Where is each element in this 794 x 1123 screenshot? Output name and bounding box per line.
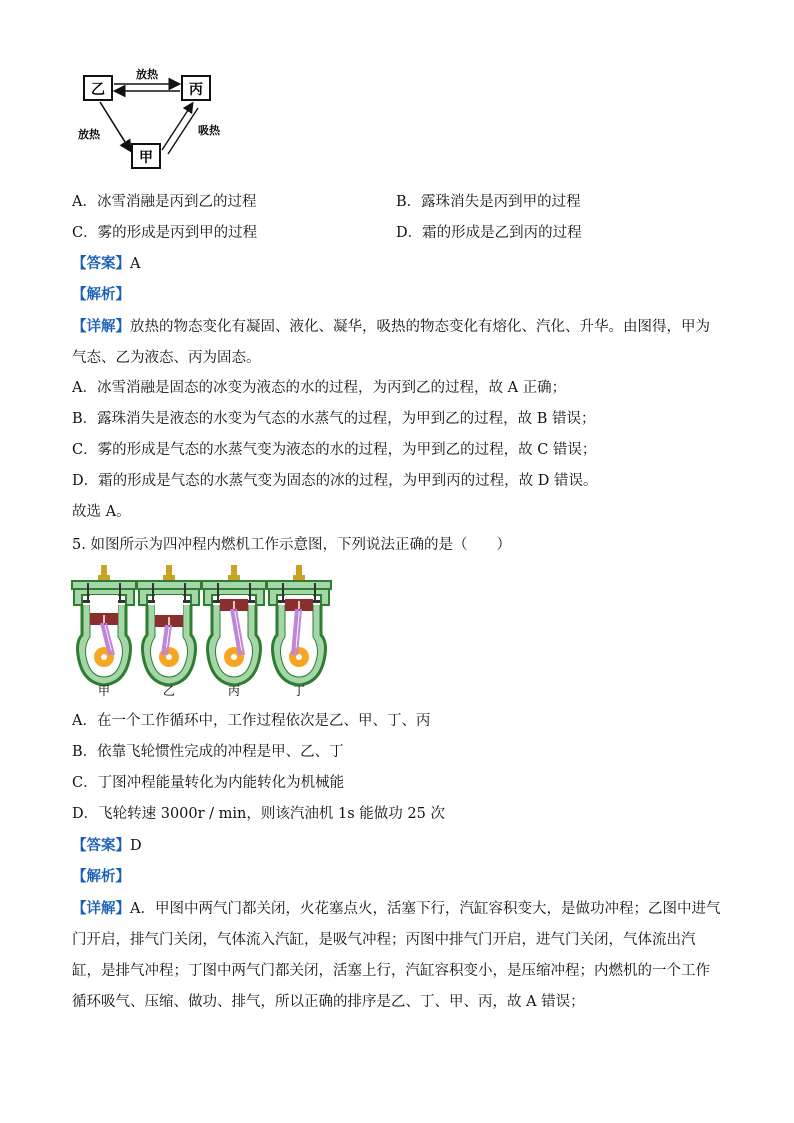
q4-detail-a: A．冰雪消融是固态的冰变为液态的水的过程，为丙到乙的过程，故 A 正确； bbox=[72, 380, 567, 396]
q4-answer bbox=[72, 254, 140, 274]
q5-option-c: C．丁图冲程能量转化为内能转化为机械能 bbox=[72, 775, 345, 791]
q4-detail bbox=[72, 311, 722, 374]
answer-value: D bbox=[130, 838, 142, 854]
q4-option-d: D．霜的形成是乙到丙的过程 bbox=[396, 225, 582, 241]
detail-text: A．甲图中两气门都关闭，火花塞点火，活塞下行，汽缸容积变大，是做功冲程；乙图中进气门开启，排气门关闭，气体流入汽缸，是吸气冲程；丙图中排气门开启，进气门关闭，气体流出汽缸，是排气冲程；丁图中两气门都关闭，活塞上行，汽缸容积变小，是压缩冲程；内燃机的一个工作循环吸气、压缩、做功、排气，所以正确的排序是乙、丁、甲、丙，故 A 错误； bbox=[72, 901, 721, 1010]
detail-label: 【详解】 bbox=[72, 900, 130, 917]
q4-detail-c: C．雾的形成是气态的水蒸气变为液态的水的过程，为甲到乙的过程，故 C 错误； bbox=[72, 442, 597, 458]
q4-option-b: B．露珠消失是丙到甲的过程 bbox=[396, 194, 581, 210]
q4-option-c: C．雾的形成是丙到甲的过程 bbox=[72, 225, 258, 241]
analysis-label: 【解析】 bbox=[72, 286, 130, 303]
q4-analysis bbox=[72, 285, 130, 305]
answer-label: 【答案】 bbox=[72, 255, 130, 272]
engine-ding bbox=[267, 565, 331, 685]
four-stroke-engine-diagram bbox=[70, 565, 336, 700]
phase-change-diagram bbox=[78, 66, 248, 176]
detail-text: 放热的物态变化有凝固、液化、凝华，吸热的物态变化有熔化、汽化、升华。由图得，甲为气态、乙为液态、丙为固态。 bbox=[72, 319, 710, 366]
engine-label-yi: 乙 bbox=[162, 684, 176, 698]
q5-option-d: D．飞轮转速 3000r / min，则该汽油机 1s 能做功 25 次 bbox=[72, 806, 445, 822]
answer-value: A bbox=[130, 256, 141, 272]
q5-answer bbox=[72, 836, 142, 856]
label-left-release-heat: 放热 bbox=[78, 128, 100, 141]
answer-label: 【答案】 bbox=[72, 837, 130, 854]
engine-label-jia: 甲 bbox=[97, 684, 111, 698]
engine-yi bbox=[137, 565, 201, 685]
q4-option-a: A．冰雪消融是丙到乙的过程 bbox=[72, 194, 257, 210]
node-yi: 乙 bbox=[91, 82, 105, 98]
q5-option-a: A．在一个工作循环中，工作过程依次是乙、甲、丁、丙 bbox=[72, 713, 431, 729]
q5-detail bbox=[72, 893, 722, 1018]
q5-stem: 5. 如图所示为四冲程内燃机工作示意图，下列说法正确的是（ ） bbox=[72, 537, 511, 553]
analysis-label: 【解析】 bbox=[72, 868, 130, 885]
q4-detail-b: B．露珠消失是液态的水变为气态的水蒸气的过程，为甲到乙的过程，故 B 错误； bbox=[72, 411, 596, 427]
label-top-release-heat: 放热 bbox=[136, 68, 158, 81]
node-jia: 甲 bbox=[139, 150, 153, 166]
engine-jia bbox=[72, 565, 136, 685]
q5-option-b: B．依靠飞轮惯性完成的冲程是甲、乙、丁 bbox=[72, 744, 344, 760]
detail-label: 【详解】 bbox=[72, 318, 130, 335]
engine-bing bbox=[202, 565, 266, 685]
engine-label-bing: 丙 bbox=[227, 684, 241, 698]
q4-detail-d: D．霜的形成是气态的水蒸气变为固态的冰的过程，为甲到丙的过程，故 D 错误。 bbox=[72, 473, 598, 489]
q4-conclusion: 故选 A。 bbox=[72, 504, 131, 520]
q5-analysis bbox=[72, 867, 130, 887]
engine-label-ding: 丁 bbox=[292, 684, 306, 698]
node-bing: 丙 bbox=[189, 82, 203, 98]
label-right-absorb-heat: 吸热 bbox=[198, 124, 220, 137]
